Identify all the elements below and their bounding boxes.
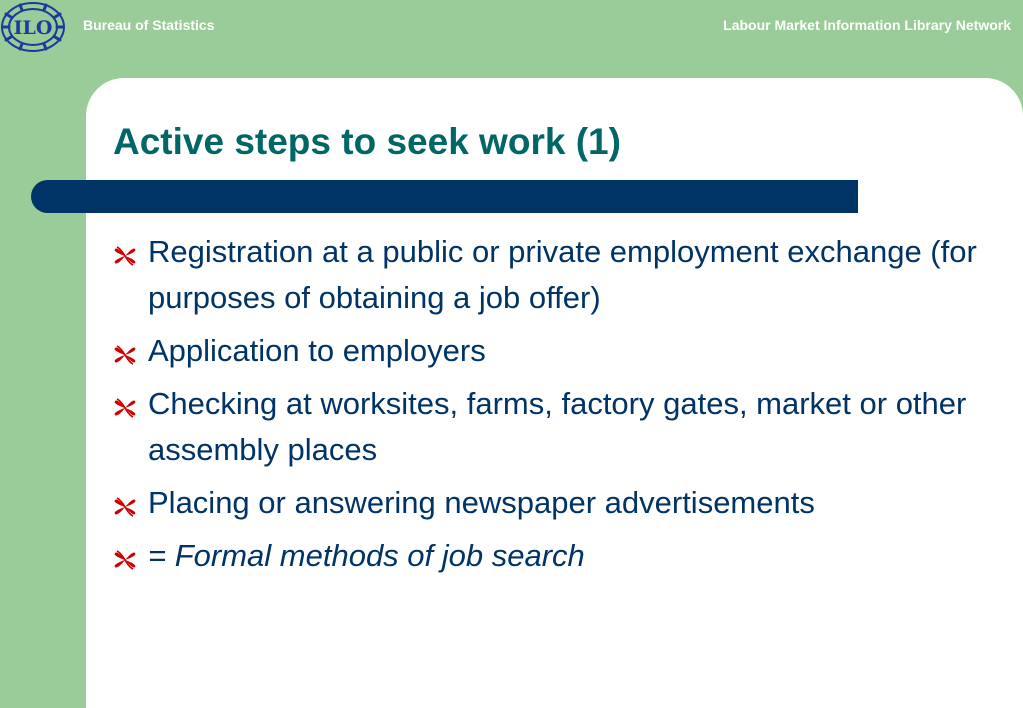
red-floral-bullet-icon xyxy=(113,244,137,268)
bullet-item xyxy=(113,480,993,526)
header-bureau-label: Bureau of Statistics xyxy=(83,17,215,33)
slide-title: Active steps to seek work (1) xyxy=(113,121,621,162)
red-floral-bullet-icon xyxy=(113,396,137,420)
bullet-item xyxy=(113,381,993,473)
red-floral-bullet-icon xyxy=(113,495,137,519)
bullet-text: Placing or answering newspaper advertisements xyxy=(148,485,815,520)
bullet-text: Checking at worksites, farms, factory gates, market or other assembly places xyxy=(148,386,967,467)
bullet-item xyxy=(113,229,993,321)
bullet-text-formal-methods: = Formal methods of job search xyxy=(148,538,585,573)
title-underline-bar xyxy=(31,180,858,213)
ilo-logo xyxy=(0,0,70,54)
bullet-item xyxy=(113,328,993,374)
ilo-logo-letters: ILO xyxy=(13,17,53,39)
red-floral-bullet-icon xyxy=(113,548,137,572)
bullet-text: Registration at a public or private employment exchange (for purposes of obtaining a job offer) xyxy=(148,234,977,315)
header-network-label: Labour Market Information Library Network xyxy=(723,17,1011,33)
bullet-list xyxy=(113,229,993,586)
bullet-item xyxy=(113,533,993,579)
bullet-text: Application to employers xyxy=(148,333,486,368)
red-floral-bullet-icon xyxy=(113,343,137,367)
